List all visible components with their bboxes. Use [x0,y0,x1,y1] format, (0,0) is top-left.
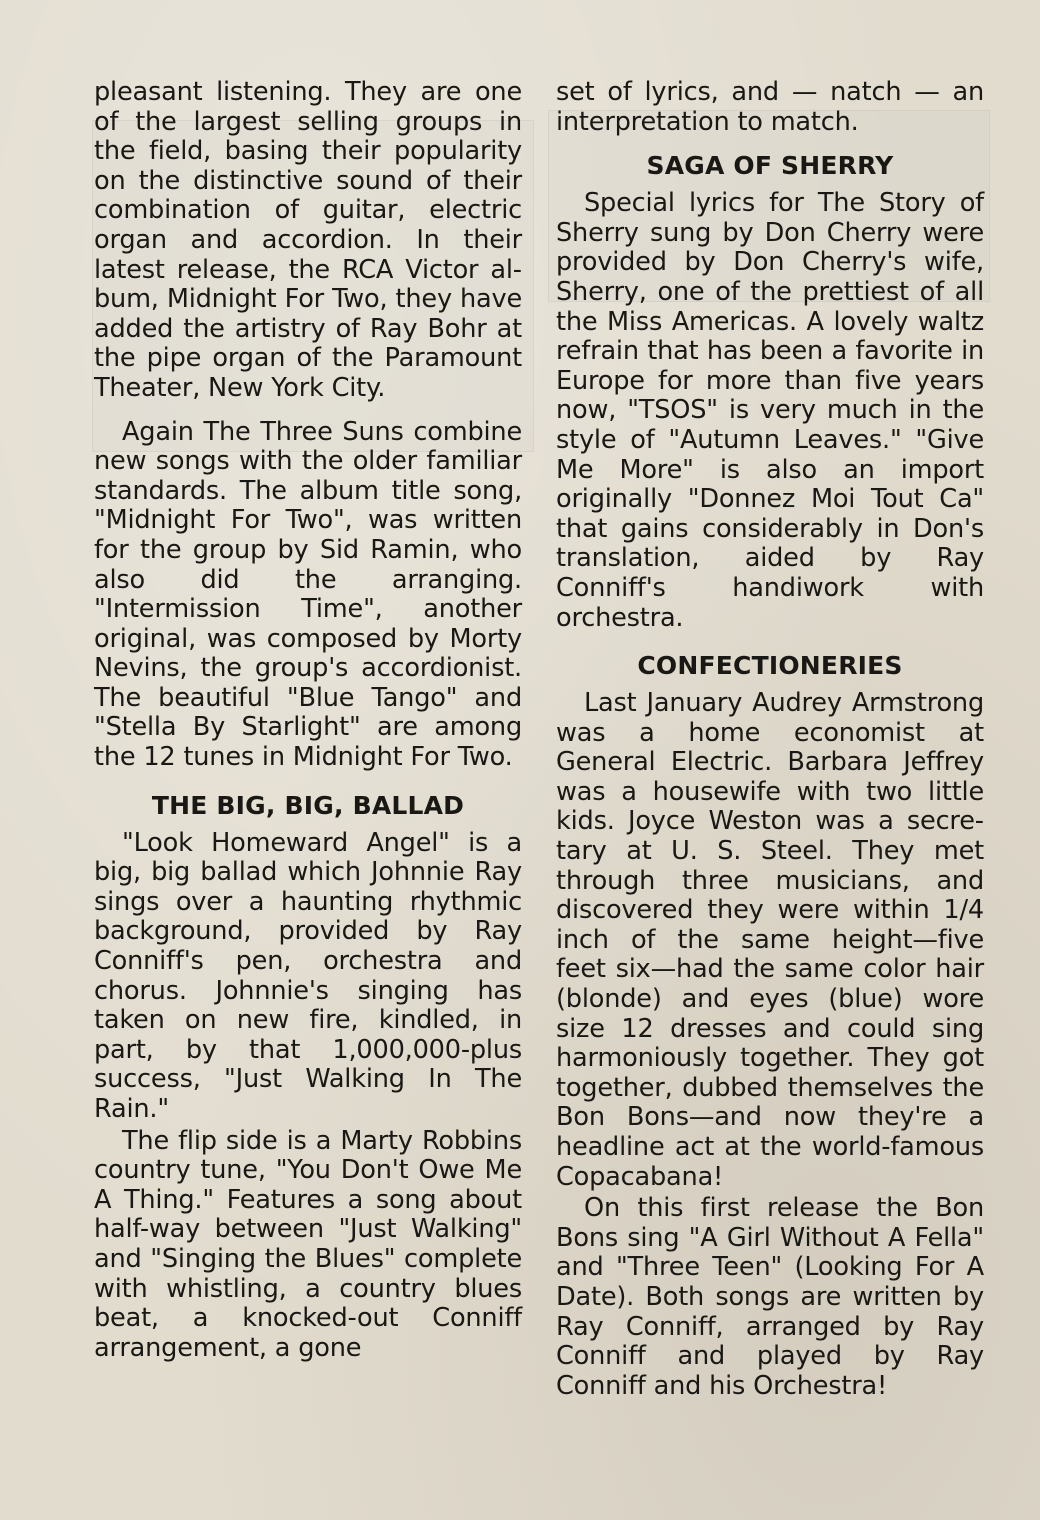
paragraph-flip-side: The flip side is a Marty Robbins country tune, "You Don't Owe Me A Thing." Features a song about half-way between "Just Walking" and "Singing the Blues" complete with whistling, a country blues beat, a knocked-out Conniff arrangement, a gone [94,1125,522,1363]
paragraph-three-suns-album: Again The Three Suns combine new songs with the older familiar standards. The album title song, "Midnight For Two", was written for the group by Sid Ramin, who also did the arranging. "Intermission Time", another original, was composed by Morty Nevins, the group's accordionist. The beautiful "Blue Tango" and "Stella By Starlight" are among the 12 tunes in Midnight For Two. [94,416,522,773]
section-heading-big-ballad: THE BIG, BIG, BALLAD [151,790,465,820]
paragraph-continued-lyrics: set of lyrics, and — natch — an interpretation to match. [556,77,984,137]
paragraph-bon-bons: Last January Audrey Armstrong was a home economist at General Electric. Barbara Jeffrey was a housewife with two little kids. Joyce Weston was a secretary at U. S. Steel. They met through three musicians, and discovered they were within 1/4 inch of the same height—five feet six—had the same color hair (blonde) and eyes (blue) wore size 12 dresses and could sing harmoniously together. They got together, dubbed themselves the Bon Bons—and now they're a headline act at the world-famous Copacabana! [556,688,984,1192]
section-heading-confectioneries: CONFECTIONERIES [637,651,903,681]
section-heading-saga-of-sherry: SAGA OF SHERRY [646,151,894,181]
paragraph-three-suns-intro: pleasant listening. They are one of the largest selling groups in the field, basing their popularity on the distinctive sound of their combination of guitar, electric organ and accordion. In their latest release, the RCA Victor album, Midnight For Two, they have added the artistry of Ray Bohr at the pipe organ of the Paramount Theater, New York City. [94,77,522,403]
right-column [556,78,984,1415]
paragraph-first-release: On this first release the Bon Bons sing "A Girl Without A Fella" and "Three Teen" (Looking For A Date). Both songs are written by Ray Conniff, arranged by Ray Conniff and played by Ray Conniff and his Orchestra! [556,1193,984,1401]
paragraph-story-of-sherry: Special lyrics for The Story of Sherry sung by Don Cherry were provided by Don Cherry's wife, Sherry, one of the prettiest of all the Miss Americas. A lovely waltz refrain that has been a favorite in Europe for more than five years now, "TSOS" is very much in the style of "Autumn Leaves." "Give Me More" is also an import originally "Donnez Moi Tout Ca" that gains considerably in Don's translation, aided by Ray Conniff's handiwork with orchestra. [556,188,984,633]
paragraph-look-homeward-angel: "Look Homeward Angel" is a big, big ballad which Johnnie Ray sings over a haunting rhythmic background, provided by Ray Conniff's pen, orchestra and chorus. Johnnie's singing has taken on new fire, kindled, in part, by that 1,000,000-plus success, "Just Walking In The Rain." [94,827,522,1124]
left-column [94,78,522,1377]
